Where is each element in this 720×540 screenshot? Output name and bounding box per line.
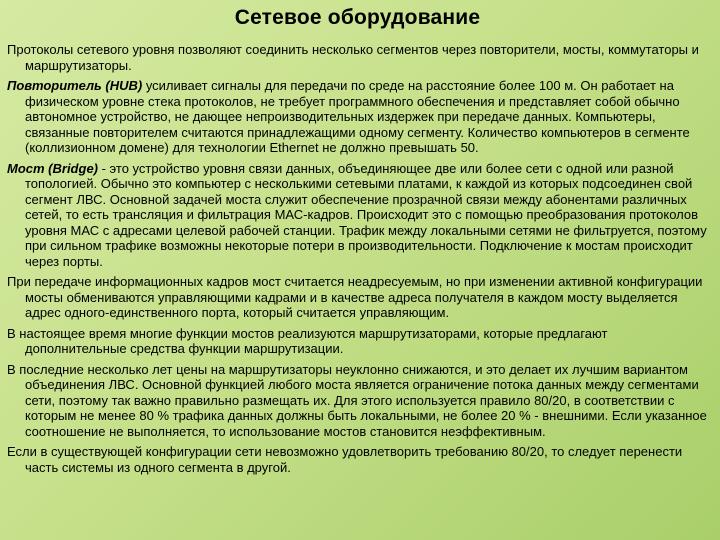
paragraph-text: Если в существующей конфигурации сети невозможно удовлетворить требованию 80/20, то следует перенести часть системы из одного сегмента в другой.: [7, 444, 683, 475]
paragraph-text: - это устройство уровня связи данных, объединяющее две или более сети с одной или разной топологией. Обычно это компьютер с несколькими сетевыми платами, к каждой из которых подсоединен свой сегмент ЛВС. Основной задачей моста служит обеспечение прозрачной связи между абонентами различных сетей, то есть трансляция и фильтрация МАС-кадров. Происходит это с помощью преобразования протоколов уровня МАС с адресами целевой рабочей станции. Трафик между локальными сетями не фильтруется, поэтому при сильном трафике возможны некоторые потери в производительности. Подключение к мостам происходит через порты.: [25, 160, 707, 269]
paragraph-bridge: [7, 161, 708, 270]
paragraph-text: При передаче информационных кадров мост считается неадресуемым, но при изменении активной конфигурации мосты обмениваются управляющими кадрами и в качестве адреса получателя в каждом мосту выделяется адрес одного-единственного порта, который считается управляющим.: [7, 274, 703, 320]
paragraph-text: Протоколы сетевого уровня позволяют соединить несколько сегментов через повторители, мосты, коммутаторы и маршрутизаторы.: [7, 42, 699, 73]
term-bridge: Мост (Bridge): [7, 160, 98, 176]
paragraph-text: усиливает сигналы для передачи по среде на расстояние более 100 м. Он работает на физическом уровне стека протоколов, не требует программного обеспечения и представляет собой обычно автономное устройство, не дающее непроизводительных издержек при передаче данных. Компьютеры, связанные повторителем считаются принадлежащими одному сегменту. Количество компьютеров в сегменте (коллизионном домене) для технологии Ethernet не должно превышать 50.: [25, 78, 690, 155]
paragraph-text: В настоящее время многие функции мостов реализуются маршрутизаторами, которые предлагают дополнительные средства функции маршрутизации.: [7, 325, 608, 356]
paragraph-text: В последние несколько лет цены на маршрутизаторы неуклонно снижаются, и это делает их лучшим вариантом объединения ЛВС. Основной функцией любого моста является ограничение потока данных между сегментами сети, поэтому так важно правильно размещать их. Для этого используется правило 80/20, в соответствии с которым не менее 80 % трафика данных должны быть локальными, не более 20 % - внешними. Если указанное соотношение не выполняется, то использование мостов становится неэффективным.: [7, 361, 707, 439]
paragraph-addressing: [7, 274, 708, 321]
paragraph-80-20-rule: [7, 362, 708, 440]
paragraph-conclusion: [7, 444, 708, 475]
paragraph-hub: [7, 78, 708, 156]
paragraph-intro: [7, 42, 708, 73]
term-hub: Повторитель (HUB): [7, 78, 143, 93]
slide-title: Сетевое оборудование: [234, 6, 481, 29]
paragraph-routers: [7, 326, 708, 357]
